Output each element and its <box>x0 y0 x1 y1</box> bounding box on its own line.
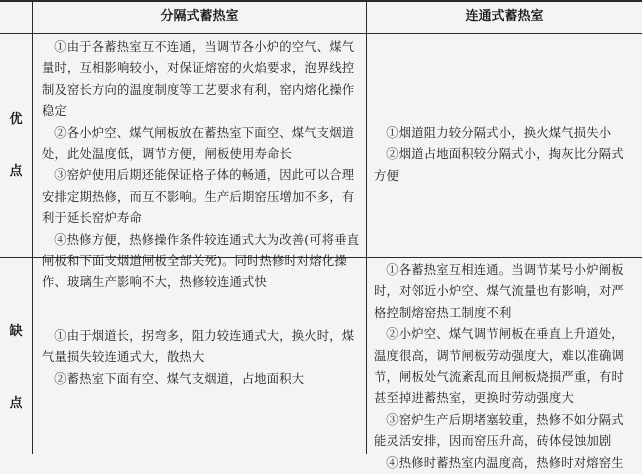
advantage-col1-item: ③窑炉使用后期还能保证格子体的畅通，因此可以合理安排定期热修，而互不影响。生产后期窑压增加不多，有利于延长窑炉寿命 <box>42 168 355 226</box>
label-column-divider <box>32 0 33 454</box>
header-divider <box>0 33 642 34</box>
advantage-col1-item: ②各小炉空、煤气闸板放在蓄热室下面空、煤气支烟道处，此处温度低，调节方便，闸板使用寿命长 <box>42 125 355 162</box>
advantages-label-char2: 点 <box>9 164 23 179</box>
disadvantage-col2-item: ④热修时蓄热室内温度高，热修时对熔窑生 <box>386 455 624 470</box>
disadvantage-col1-item: ①由于烟道长，拐弯多，阻力较连通式大，换火时，煤气量损失较连通式大，散热大 <box>42 329 355 365</box>
advantage-col2-item: ②烟道占地面积较分隔式小，掏灰比分隔式方便 <box>374 147 624 183</box>
disadvantage-col2-item: ①各蓄热室互相连通。当调节某号小炉阐板时，对邻近小炉空、煤气流量也有影响，对严格控制熔窑热工制度不利 <box>374 263 624 320</box>
disadvantages-col1 <box>42 326 360 390</box>
disadvantage-col2-item: ③窑炉生产后期堵塞较重，热修不如分隔式能灵活安排，因而窑压升高，砖体侵蚀加剧 <box>374 412 624 449</box>
disadvantage-col1-item: ②蓄热室下面有空、煤气支烟道，占地面积大 <box>54 371 305 386</box>
disadvantages-col2 <box>374 260 636 470</box>
disadvantages-label-char1: 缺 <box>9 324 23 339</box>
advantages-col2 <box>374 123 636 187</box>
disadvantages-label-char2: 点 <box>9 396 23 411</box>
advantages-label-char1: 优 <box>9 112 23 127</box>
advantage-col1-item: ④热修方便，热修操作条件较连通式大为改善(可将垂直闸板和下面支烟道闸板全部关死)。同时热修时对熔化操作、玻璃生产影响不大，热修较连通式快 <box>42 232 360 290</box>
header-col2: 连通式蓄热室 <box>465 9 544 24</box>
advantage-col1-item: ①由于各蓄热室互不连通，当调节各小炉的空气、煤气量时，互相影响较小，对保证熔窑的火焰要求，泡界线控制及窑长方向的温度制度等工艺要求有利，窑内熔化操作稳定 <box>42 40 355 119</box>
advantage-col2-item: ①烟道阻力较分隔式小，换火煤气损失小 <box>386 126 612 140</box>
middle-column-divider <box>366 0 367 454</box>
header-col1: 分隔式蓄热室 <box>160 9 239 24</box>
disadvantage-col2-item: ②小炉空、煤气调节闸板在垂直上升道处，温度很高，调节闸板劳动强度大，难以准确调节，闸板处气流紊乱而且闸板烧损严重，有时甚至掉进蓄热室，更换时劳动强度大 <box>374 327 624 406</box>
advantages-col1 <box>42 37 360 294</box>
